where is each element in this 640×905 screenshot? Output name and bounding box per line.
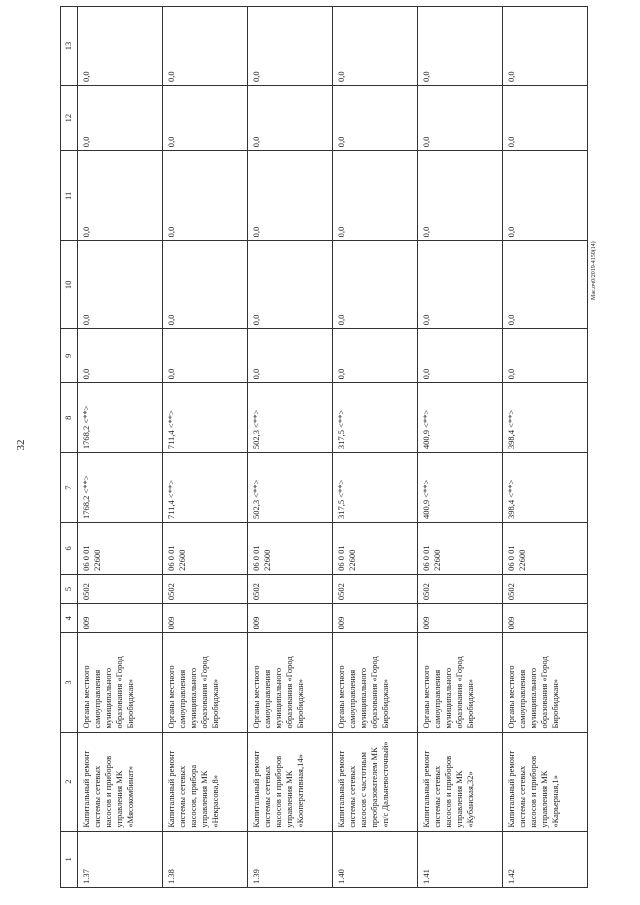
- page-number: 32: [15, 439, 27, 451]
- row-name: Капитальный ремонт системы сетевых насосов и приборов управления МК «Мясокомбинат»: [78, 732, 163, 831]
- column-header: 10: [61, 241, 78, 329]
- column-header: 8: [61, 383, 78, 453]
- column-header: 2: [61, 732, 78, 831]
- row-c11: 0,0: [418, 151, 503, 241]
- column-header: 3: [61, 633, 78, 732]
- row-c12: 0,0: [418, 85, 503, 150]
- row-c9: 0,0: [418, 329, 503, 383]
- row-c11: 0,0: [333, 151, 418, 241]
- row-c5: 0502: [248, 574, 333, 603]
- row-c6: 06 0 01 22600: [503, 523, 588, 575]
- row-c7: 711,4 <**>: [163, 453, 248, 523]
- table-row: [78, 7, 163, 888]
- row-org: Органы местного самоуправления муниципального образования «Город Биробиджан»: [248, 633, 333, 732]
- row-org: Органы местного самоуправления муниципального образования «Город Биробиджан»: [503, 633, 588, 732]
- column-header: 1: [61, 831, 78, 887]
- row-c10: 0,0: [78, 241, 163, 329]
- row-c4: 009: [248, 604, 333, 633]
- row-c9: 0,0: [333, 329, 418, 383]
- row-org: Органы местного самоуправления муниципального образования «Город Биробиджан»: [333, 633, 418, 732]
- document-stamp: [591, 140, 601, 300]
- header-row: [61, 7, 78, 888]
- table-row: [418, 7, 503, 888]
- row-c8: 398,4 <**>: [503, 383, 588, 453]
- row-c4: 009: [163, 604, 248, 633]
- row-c9: 0,0: [248, 329, 333, 383]
- row-c4: 009: [503, 604, 588, 633]
- row-c13: 0,0: [78, 7, 163, 86]
- row-c7: 317,5 <**>: [333, 453, 418, 523]
- column-header: 7: [61, 453, 78, 523]
- column-header: 5: [61, 574, 78, 603]
- row-c4: 009: [418, 604, 503, 633]
- row-c6: 06 0 01 22600: [333, 523, 418, 575]
- table-row: [248, 7, 333, 888]
- row-c6: 06 0 01 22600: [248, 523, 333, 575]
- budget-table-container: [60, 6, 588, 888]
- row-c10: 0,0: [163, 241, 248, 329]
- row-c8: 502,3 <**>: [248, 383, 333, 453]
- row-name: Капитальный ремонт системы сетевых насосов, прибора управления МК «Некрасова,8»: [163, 732, 248, 831]
- row-c12: 0,0: [503, 85, 588, 150]
- table-row: [333, 7, 418, 888]
- row-c10: 0,0: [503, 241, 588, 329]
- row-id: 1.38: [163, 831, 248, 887]
- budget-table: [60, 6, 588, 888]
- column-header: 12: [61, 85, 78, 150]
- row-c13: 0,0: [333, 7, 418, 86]
- row-c5: 0502: [418, 574, 503, 603]
- row-c13: 0,0: [503, 7, 588, 86]
- row-c5: 0502: [503, 574, 588, 603]
- row-c12: 0,0: [163, 85, 248, 150]
- row-name: Капитальный ремонт системы сетевых насосов и приборов управления МК «Кубанская,32»: [418, 732, 503, 831]
- column-header: 11: [61, 151, 78, 241]
- row-c8: 400,9 <**>: [418, 383, 503, 453]
- stamp-text: Мас.оч0/2019-4150(14): [591, 241, 597, 300]
- table-row: [503, 7, 588, 888]
- row-c12: 0,0: [333, 85, 418, 150]
- row-c11: 0,0: [248, 151, 333, 241]
- row-c7: 502,3 <**>: [248, 453, 333, 523]
- row-c10: 0,0: [418, 241, 503, 329]
- row-id: 1.42: [503, 831, 588, 887]
- row-name: Капитальный ремонт системы сетевых насосов и приборов управления МК «Карьерная,1»: [503, 732, 588, 831]
- column-header: 6: [61, 523, 78, 575]
- row-org: Органы местного самоуправления муниципального образования «Город Биробиджан»: [418, 633, 503, 732]
- row-c7: 398,4 <**>: [503, 453, 588, 523]
- column-header: 9: [61, 329, 78, 383]
- table-row: [163, 7, 248, 888]
- row-c9: 0,0: [78, 329, 163, 383]
- row-c6: 06 0 01 22600: [78, 523, 163, 575]
- row-name: Капитальный ремонт системы сетевых насосов с частотным преобразователем МК «п/с Дальневосточный»: [333, 732, 418, 831]
- row-c5: 0502: [333, 574, 418, 603]
- row-c8: 1768,2 <**>: [78, 383, 163, 453]
- row-c7: 1768,2 <**>: [78, 453, 163, 523]
- row-id: 1.41: [418, 831, 503, 887]
- row-c13: 0,0: [418, 7, 503, 86]
- column-header: 13: [61, 7, 78, 86]
- row-c9: 0,0: [503, 329, 588, 383]
- column-header: 4: [61, 604, 78, 633]
- row-c7: 400,9 <**>: [418, 453, 503, 523]
- row-c4: 009: [78, 604, 163, 633]
- row-c5: 0502: [163, 574, 248, 603]
- row-c11: 0,0: [503, 151, 588, 241]
- row-c11: 0,0: [78, 151, 163, 241]
- row-c6: 06 0 01 22600: [163, 523, 248, 575]
- row-c10: 0,0: [333, 241, 418, 329]
- row-c13: 0,0: [163, 7, 248, 86]
- row-c8: 711,4 <**>: [163, 383, 248, 453]
- row-name: Капитальный ремонт системы сетевых насосов и приборов управления МК «Кооперативная,14»: [248, 732, 333, 831]
- row-c9: 0,0: [163, 329, 248, 383]
- row-c13: 0,0: [248, 7, 333, 86]
- row-c8: 317,5 <**>: [333, 383, 418, 453]
- row-c6: 06 0 01 22600: [418, 523, 503, 575]
- row-org: Органы местного самоуправления муниципального образования «Город Биробиджан»: [78, 633, 163, 732]
- row-id: 1.39: [248, 831, 333, 887]
- row-org: Органы местного самоуправления муниципального образования «Город Биробиджан»: [163, 633, 248, 732]
- row-c4: 009: [333, 604, 418, 633]
- row-c10: 0,0: [248, 241, 333, 329]
- row-id: 1.37: [78, 831, 163, 887]
- row-c12: 0,0: [248, 85, 333, 150]
- row-c12: 0,0: [78, 85, 163, 150]
- row-c11: 0,0: [163, 151, 248, 241]
- row-c5: 0502: [78, 574, 163, 603]
- row-id: 1.40: [333, 831, 418, 887]
